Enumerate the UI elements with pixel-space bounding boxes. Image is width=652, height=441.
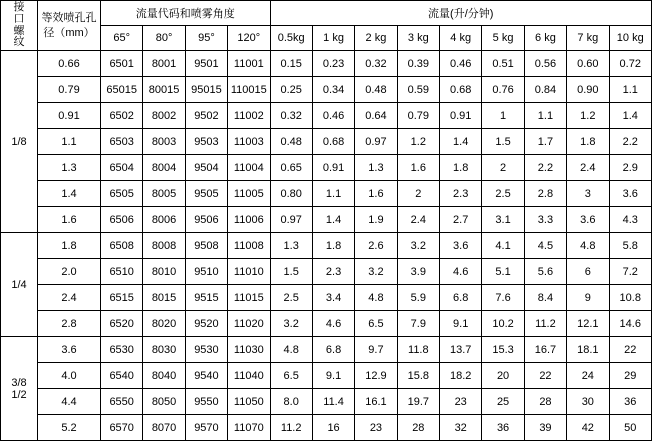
flow-cell: 23	[355, 415, 397, 441]
flow-cell: 39	[524, 415, 566, 441]
flow-cell: 4.8	[355, 285, 397, 311]
flow-cell: 42	[567, 415, 609, 441]
orifice-cell: 2.0	[38, 259, 101, 285]
flow-cell: 1.6	[355, 181, 397, 207]
code-cell: 11002	[228, 103, 270, 129]
orifice-cell: 0.79	[38, 77, 101, 103]
flow-cell: 0.65	[270, 155, 312, 181]
code-cell: 6530	[101, 337, 143, 363]
flow-cell: 7.2	[609, 259, 652, 285]
code-cell: 11020	[228, 311, 270, 337]
flow-cell: 2.5	[482, 181, 524, 207]
table-row	[1, 311, 652, 337]
code-cell: 9503	[185, 129, 227, 155]
flow-cell: 22	[524, 363, 566, 389]
flow-cell: 0.72	[609, 51, 652, 77]
flow-cell: 9.1	[440, 311, 482, 337]
flow-cell: 3	[567, 181, 609, 207]
flow-cell: 24	[567, 363, 609, 389]
flow-cell: 23	[440, 389, 482, 415]
thread-cell-0: 1/8	[1, 51, 38, 233]
flow-cell: 0.34	[312, 77, 354, 103]
code-cell: 11070	[228, 415, 270, 441]
code-cell: 9505	[185, 181, 227, 207]
flow-cell: 16	[312, 415, 354, 441]
flow-cell: 1.4	[440, 129, 482, 155]
angle-header-65: 65°	[101, 26, 143, 51]
flow-cell: 1.8	[440, 155, 482, 181]
flow-cell: 25	[482, 389, 524, 415]
flow-cell: 1.1	[609, 77, 652, 103]
flow-cell: 3.1	[482, 207, 524, 233]
flow-cell: 3.9	[397, 259, 439, 285]
flow-cell: 10.8	[609, 285, 652, 311]
code-cell: 6540	[101, 363, 143, 389]
flow-cell: 0.90	[567, 77, 609, 103]
flow-cell: 20	[482, 363, 524, 389]
code-cell: 9550	[185, 389, 227, 415]
flow-cell: 2	[397, 181, 439, 207]
flow-cell: 0.97	[270, 207, 312, 233]
code-cell: 8050	[143, 389, 185, 415]
code-cell: 9515	[185, 285, 227, 311]
code-cell: 8004	[143, 155, 185, 181]
flow-cell: 2.7	[440, 207, 482, 233]
code-cell: 9506	[185, 207, 227, 233]
flow-cell: 0.91	[440, 103, 482, 129]
flow-cell: 5.8	[609, 233, 652, 259]
flow-cell: 1.5	[270, 259, 312, 285]
flow-cell: 2	[482, 155, 524, 181]
angle-header-120: 120°	[228, 26, 270, 51]
table-row	[1, 337, 652, 363]
flow-cell: 4.6	[440, 259, 482, 285]
table-row	[1, 233, 652, 259]
flow-cell: 30	[567, 389, 609, 415]
flow-cell: 0.51	[482, 51, 524, 77]
flow-cell: 1.7	[524, 129, 566, 155]
orifice-cell: 1.3	[38, 155, 101, 181]
flow-cell: 0.68	[312, 129, 354, 155]
table-row	[1, 155, 652, 181]
flow-cell: 36	[609, 389, 652, 415]
pressure-header-2: 2 kg	[355, 26, 397, 51]
flow-cell: 28	[524, 389, 566, 415]
table-row	[1, 129, 652, 155]
flow-cell: 12.1	[567, 311, 609, 337]
code-cell: 8040	[143, 363, 185, 389]
flow-cell: 29	[609, 363, 652, 389]
code-cell: 11004	[228, 155, 270, 181]
thread-header-cell	[1, 1, 38, 51]
orifice-cell: 4.0	[38, 363, 101, 389]
flow-cell: 3.6	[567, 207, 609, 233]
code-cell: 11003	[228, 129, 270, 155]
flow-cell: 2.4	[397, 207, 439, 233]
flow-cell: 2.9	[609, 155, 652, 181]
flow-cell: 2.8	[524, 181, 566, 207]
code-cell: 8015	[143, 285, 185, 311]
flow-cell: 18.1	[567, 337, 609, 363]
flow-cell: 0.64	[355, 103, 397, 129]
code-cell: 8008	[143, 233, 185, 259]
thread-cell-2	[1, 337, 38, 441]
flow-cell: 0.23	[312, 51, 354, 77]
flow-cell: 0.59	[397, 77, 439, 103]
table-row	[1, 103, 652, 129]
orifice-cell: 1.8	[38, 233, 101, 259]
flow-cell: 7.6	[482, 285, 524, 311]
flow-cell: 1.1	[524, 103, 566, 129]
code-cell: 6510	[101, 259, 143, 285]
pressure-header-1: 1 kg	[312, 26, 354, 51]
flow-cell: 0.46	[312, 103, 354, 129]
orifice-cell: 0.66	[38, 51, 101, 77]
flow-cell: 1.9	[355, 207, 397, 233]
thread-cell-1: 1/4	[1, 233, 38, 337]
flow-cell: 2.4	[567, 155, 609, 181]
pressure-header-7: 7 kg	[567, 26, 609, 51]
flow-cell: 1.4	[312, 207, 354, 233]
flow-cell: 1.2	[567, 103, 609, 129]
flow-cell: 4.3	[609, 207, 652, 233]
code-cell: 11050	[228, 389, 270, 415]
flow-cell: 16.1	[355, 389, 397, 415]
orifice-cell: 4.4	[38, 389, 101, 415]
flow-cell: 16.7	[524, 337, 566, 363]
flow-cell: 32	[440, 415, 482, 441]
flow-cell: 6.5	[270, 363, 312, 389]
code-cell: 11030	[228, 337, 270, 363]
flow-cell: 9.1	[312, 363, 354, 389]
code-cell: 9501	[185, 51, 227, 77]
flow-group-header: 流量(升/分钟)	[270, 1, 652, 26]
flow-cell: 1.2	[397, 129, 439, 155]
flow-cell: 12.9	[355, 363, 397, 389]
code-cell: 8002	[143, 103, 185, 129]
flow-cell: 4.8	[567, 233, 609, 259]
flow-cell: 19.7	[397, 389, 439, 415]
table-row	[1, 181, 652, 207]
flow-cell: 0.25	[270, 77, 312, 103]
flow-cell: 8.4	[524, 285, 566, 311]
orifice-cell: 0.91	[38, 103, 101, 129]
flow-cell: 14.6	[609, 311, 652, 337]
flow-cell: 1.3	[355, 155, 397, 181]
flow-cell: 2.3	[312, 259, 354, 285]
flow-cell: 4.1	[482, 233, 524, 259]
table-row	[1, 415, 652, 441]
flow-cell: 36	[482, 415, 524, 441]
flow-cell: 6	[567, 259, 609, 285]
flow-cell: 5.1	[482, 259, 524, 285]
flow-cell: 13.7	[440, 337, 482, 363]
code-cell: 6570	[101, 415, 143, 441]
code-cell: 6506	[101, 207, 143, 233]
flow-cell: 22	[609, 337, 652, 363]
code-cell: 6502	[101, 103, 143, 129]
code-cell: 6503	[101, 129, 143, 155]
flow-cell: 1.5	[482, 129, 524, 155]
table-row	[1, 389, 652, 415]
flow-cell: 5.6	[524, 259, 566, 285]
code-cell: 6515	[101, 285, 143, 311]
code-cell: 8010	[143, 259, 185, 285]
flow-cell: 50	[609, 415, 652, 441]
flow-cell: 7.9	[397, 311, 439, 337]
flow-cell: 6.5	[355, 311, 397, 337]
flow-cell: 15.3	[482, 337, 524, 363]
code-cell: 11006	[228, 207, 270, 233]
code-cell: 9510	[185, 259, 227, 285]
code-cell: 6505	[101, 181, 143, 207]
table-row	[1, 207, 652, 233]
flow-cell: 2.2	[524, 155, 566, 181]
pressure-header-6: 6 kg	[524, 26, 566, 51]
flow-cell: 0.56	[524, 51, 566, 77]
code-cell: 80015	[143, 77, 185, 103]
flow-cell: 0.15	[270, 51, 312, 77]
flow-cell: 5.9	[397, 285, 439, 311]
pressure-header-3: 3 kg	[397, 26, 439, 51]
flow-cell: 6.8	[312, 337, 354, 363]
code-cell: 9570	[185, 415, 227, 441]
code-cell: 8005	[143, 181, 185, 207]
header-row-top	[1, 1, 652, 26]
code-cell: 110015	[228, 77, 270, 103]
table-row	[1, 285, 652, 311]
code-cell: 8020	[143, 311, 185, 337]
flow-cell: 11.8	[397, 337, 439, 363]
flow-cell: 1.4	[609, 103, 652, 129]
flow-cell: 3.2	[270, 311, 312, 337]
pressure-header-8: 10 kg	[609, 26, 652, 51]
flow-cell: 11.2	[524, 311, 566, 337]
code-cell: 11005	[228, 181, 270, 207]
code-cell: 9504	[185, 155, 227, 181]
flow-cell: 3.3	[524, 207, 566, 233]
table-row	[1, 77, 652, 103]
code-cell: 11040	[228, 363, 270, 389]
table-row	[1, 51, 652, 77]
code-group-header: 流量代码和喷雾角度	[101, 1, 271, 26]
thread-label-line1: 3/8	[11, 376, 27, 389]
flow-cell: 2.2	[609, 129, 652, 155]
code-cell: 65015	[101, 77, 143, 103]
orifice-cell: 3.6	[38, 337, 101, 363]
orifice-header-cell: 等效喷孔孔径（mm）	[38, 1, 101, 51]
thread-label-line2: 1/2	[11, 388, 27, 401]
flow-cell: 0.68	[440, 77, 482, 103]
code-cell: 6508	[101, 233, 143, 259]
angle-header-95: 95°	[185, 26, 227, 51]
code-cell: 9502	[185, 103, 227, 129]
flow-cell: 0.48	[270, 129, 312, 155]
code-cell: 6550	[101, 389, 143, 415]
code-cell: 11010	[228, 259, 270, 285]
code-cell: 6501	[101, 51, 143, 77]
flow-cell: 8.0	[270, 389, 312, 415]
flow-cell: 0.91	[312, 155, 354, 181]
code-cell: 8006	[143, 207, 185, 233]
flow-cell: 3.6	[609, 181, 652, 207]
flow-cell: 0.32	[270, 103, 312, 129]
flow-cell: 2.5	[270, 285, 312, 311]
orifice-cell: 1.4	[38, 181, 101, 207]
orifice-cell: 2.4	[38, 285, 101, 311]
flow-cell: 10.2	[482, 311, 524, 337]
flow-cell: 3.6	[440, 233, 482, 259]
code-cell: 95015	[185, 77, 227, 103]
code-cell: 8001	[143, 51, 185, 77]
flow-cell: 0.97	[355, 129, 397, 155]
flow-cell: 11.4	[312, 389, 354, 415]
angle-header-80: 80°	[143, 26, 185, 51]
flow-cell: 0.46	[440, 51, 482, 77]
flow-cell: 0.39	[397, 51, 439, 77]
code-cell: 11008	[228, 233, 270, 259]
orifice-cell: 1.6	[38, 207, 101, 233]
code-cell: 11015	[228, 285, 270, 311]
code-cell: 9520	[185, 311, 227, 337]
orifice-cell: 2.8	[38, 311, 101, 337]
flow-cell: 4.8	[270, 337, 312, 363]
orifice-cell: 1.1	[38, 129, 101, 155]
table-row	[1, 259, 652, 285]
flow-cell: 0.76	[482, 77, 524, 103]
flow-cell: 2.3	[440, 181, 482, 207]
flow-cell: 0.80	[270, 181, 312, 207]
flow-cell: 11.2	[270, 415, 312, 441]
flow-cell: 18.2	[440, 363, 482, 389]
pressure-header-4: 4 kg	[440, 26, 482, 51]
flow-cell: 1	[482, 103, 524, 129]
code-cell: 9540	[185, 363, 227, 389]
table-row	[1, 363, 652, 389]
code-cell: 8070	[143, 415, 185, 441]
flow-cell: 0.48	[355, 77, 397, 103]
flow-cell: 1.1	[312, 181, 354, 207]
flow-cell: 0.32	[355, 51, 397, 77]
flow-cell: 15.8	[397, 363, 439, 389]
flow-cell: 1.8	[567, 129, 609, 155]
code-cell: 11001	[228, 51, 270, 77]
flow-cell: 0.60	[567, 51, 609, 77]
code-cell: 6520	[101, 311, 143, 337]
code-cell: 9530	[185, 337, 227, 363]
flow-cell: 4.6	[312, 311, 354, 337]
flow-cell: 3.2	[397, 233, 439, 259]
code-cell: 8030	[143, 337, 185, 363]
flow-cell: 0.79	[397, 103, 439, 129]
flow-cell: 9.7	[355, 337, 397, 363]
flow-cell: 28	[397, 415, 439, 441]
flow-cell: 3.2	[355, 259, 397, 285]
flow-cell: 1.6	[397, 155, 439, 181]
pressure-header-5: 5 kg	[482, 26, 524, 51]
flow-cell: 3.4	[312, 285, 354, 311]
flow-cell: 4.5	[524, 233, 566, 259]
flow-cell: 9	[567, 285, 609, 311]
flow-cell: 6.8	[440, 285, 482, 311]
pressure-header-0: 0.5kg	[270, 26, 312, 51]
code-cell: 9508	[185, 233, 227, 259]
flow-cell: 0.84	[524, 77, 566, 103]
code-cell: 8003	[143, 129, 185, 155]
flow-cell: 1.3	[270, 233, 312, 259]
code-cell: 6504	[101, 155, 143, 181]
thread-header-label: 接口螺纹	[13, 0, 25, 49]
orifice-cell: 5.2	[38, 415, 101, 441]
flow-cell: 2.6	[355, 233, 397, 259]
flow-cell: 1.8	[312, 233, 354, 259]
